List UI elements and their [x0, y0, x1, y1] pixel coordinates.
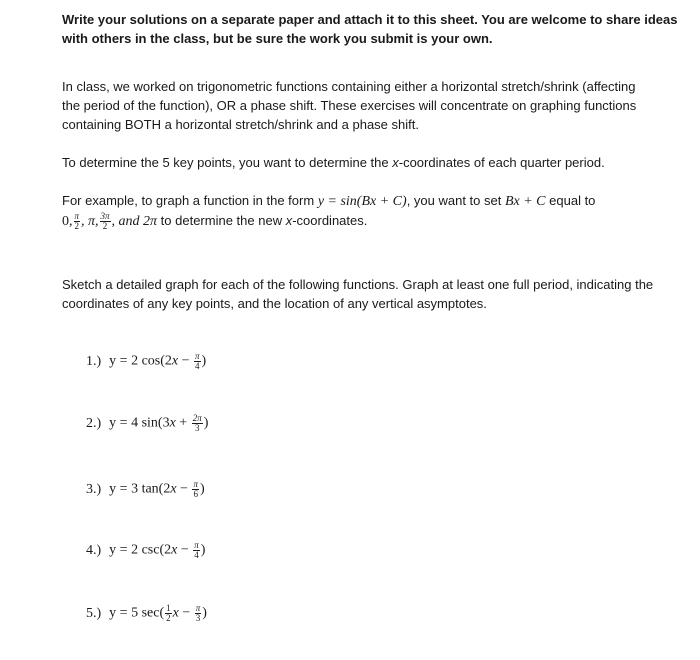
problem-1: 1.) y = 2 cos(2x − $\frac{\pi}{4}$ ) [86, 351, 207, 371]
problem-5: 5.) y = 5 sec( $\frac{1}{2}$ x − $\frac{\pi}{3}$ ) [86, 603, 207, 623]
fraction-pi-over-2: $\frac{\pi}{2}$ [74, 211, 80, 232]
para3-text-a: For example, to graph a function in the form [62, 193, 318, 208]
para2-x: x [392, 155, 399, 170]
problem-label: 3.) [86, 481, 102, 497]
problem-fraction: $\frac{\pi}{4}$ [194, 540, 199, 560]
fraction-3pi-over-2: $\frac{3\pi}{2}$ [100, 211, 110, 232]
para3-and-2pi: , and 2π [111, 214, 158, 229]
para3-formula: y = sin(Bx + C) [317, 194, 407, 209]
problem-2: 2.) y = 4 sin(3x + $\frac{2\pi}{3}$ ) [86, 413, 209, 433]
problem-fraction: $\frac{\pi}{3}$ [195, 603, 201, 623]
para2 [62, 153, 605, 172]
para1-line-2: the period of the function), OR a phase shift. These exercises will concentrate on graphing functions [62, 98, 637, 113]
para2-text-a: To determine the 5 key points, you want to determine the [62, 155, 393, 170]
problem-3: 3.) y = 3 tan(2x − $\frac{\pi}{6}$ ) [86, 479, 205, 499]
problem-4: 4.) y = 2 csc(2x − $\frac{\pi}{4}$ ) [86, 540, 206, 560]
problem-coefficient-fraction: $\frac{1}{2}$ [166, 603, 171, 623]
para1-line-1: In class, we worked on trigonometric functions containing either a horizontal stretch/shrink (affecting [62, 79, 636, 94]
para3-line-1 [62, 191, 595, 211]
problem-fraction: $\frac{\pi}{4}$ [195, 351, 200, 371]
para3-text-b: , you want to set [406, 193, 505, 208]
problem-fraction: $\frac{\pi}{6}$ [193, 479, 198, 499]
problem-label: 4.) [86, 542, 102, 558]
para3-pi: , π, [81, 214, 99, 229]
intro-line-1: Write your solutions on a separate paper and attach it to this sheet. You are welcome to share ideas [62, 12, 678, 27]
para3-tail-a: to determine the new [157, 213, 286, 228]
para2-text-b: -coordinates of each quarter period. [398, 155, 605, 170]
para4-line-2: coordinates of any key points, and the location of any vertical asymptotes. [62, 296, 487, 311]
para3-x: x [285, 213, 293, 228]
intro-line-2: with others in the class, but be sure the work you submit is your own. [62, 31, 493, 46]
para3-zero: 0, [62, 214, 73, 229]
para3-line-2 [62, 211, 367, 231]
para3-expr: Bx + C [504, 194, 546, 209]
problem-label: 2.) [86, 415, 102, 431]
para4-line-1: Sketch a detailed graph for each of the following functions. Graph at least one full period, indicating the [62, 277, 654, 292]
problem-label: 5.) [86, 605, 102, 621]
para3-tail-b: -coordinates. [292, 213, 368, 228]
problem-label: 1.) [86, 353, 102, 369]
problem-fraction: $\frac{2\pi}{3}$ [192, 413, 202, 433]
para1-line-3: containing BOTH a horizontal stretch/shrink and a phase shift. [62, 117, 419, 132]
para3-text-c: equal to [545, 193, 596, 208]
